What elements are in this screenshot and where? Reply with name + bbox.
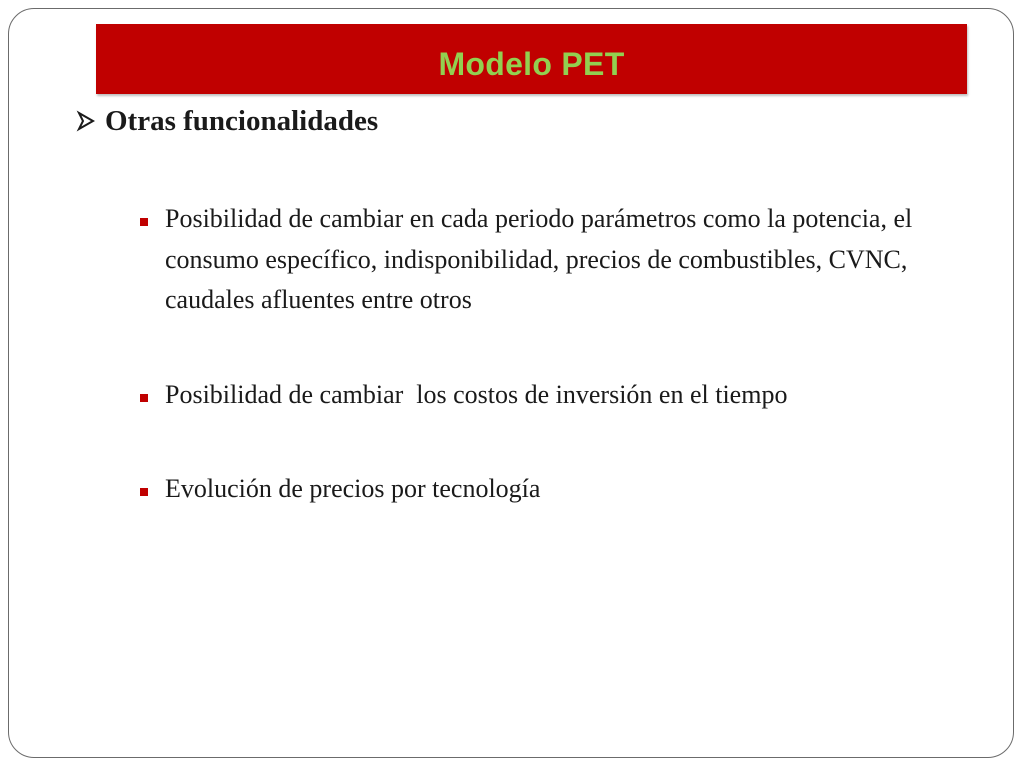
title-bar xyxy=(96,24,967,94)
section-heading: Otras funcionalidades xyxy=(105,104,379,137)
list-item xyxy=(140,380,920,416)
arrowhead-icon xyxy=(75,110,97,132)
square-bullet-icon xyxy=(140,218,148,226)
list-item xyxy=(140,474,920,510)
square-bullet-icon xyxy=(140,394,148,402)
slide-title: Modelo PET xyxy=(438,45,625,82)
list-item xyxy=(140,204,920,321)
bullet-text: Posibilidad de cambiar en cada periodo parámetros como la potencia, el consumo específico, indisponibilidad, precios de combustibles, CVNC, caudales afluentes entre otros xyxy=(165,204,919,314)
bullet-text: Evolución de precios por tecnología xyxy=(165,474,541,503)
heading-row xyxy=(75,101,378,141)
bullet-text: Posibilidad de cambiar los costos de inversión en el tiempo xyxy=(165,380,788,409)
square-bullet-icon xyxy=(140,488,148,496)
